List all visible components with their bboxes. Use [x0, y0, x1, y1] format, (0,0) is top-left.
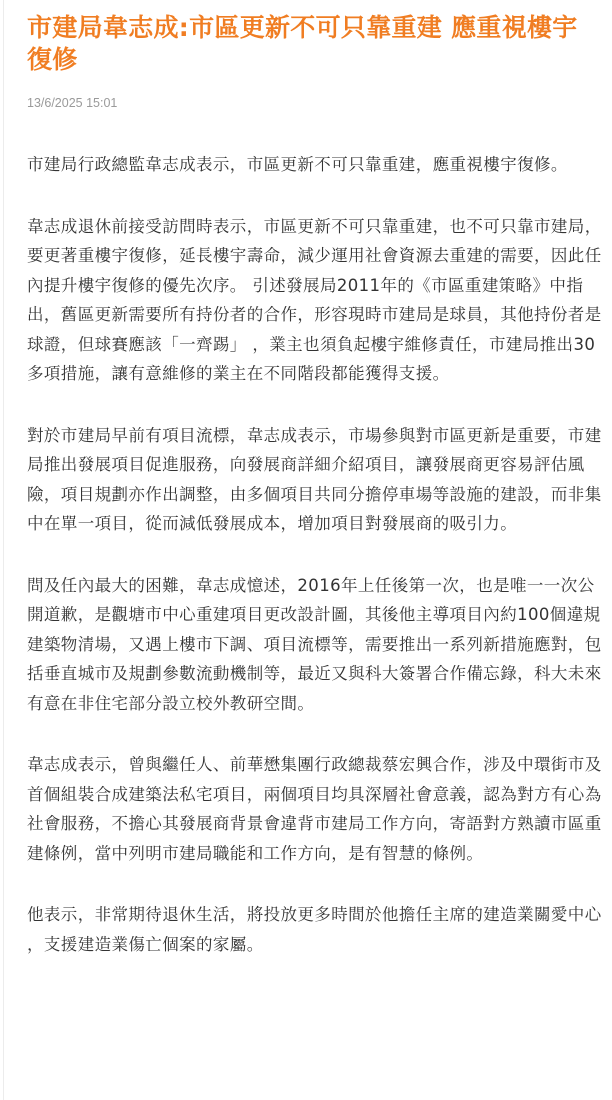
- left-divider: [3, 0, 4, 1100]
- article-headline: 市建局韋志成:市區更新不可只靠重建 應重視樓宇復修: [27, 13, 578, 74]
- paragraph: 韋志成表示，曾與繼任人、前華懋集團行政總裁蔡宏興合作，涉及中環街市及首個組裝合成建築法私宅項目，兩個項目均具深層社會意義，認為對方有心為社會服務，不擔心其發展商背景會違背市建局工作方向，寄語對方熟讀市區重建條例，當中列明市建局職能和工作方向，是有智慧的條例。: [27, 755, 602, 863]
- paragraph: 韋志成退休前接受訪問時表示，市區更新不可只靠重建，也不可只靠市建局，要更著重樓宇復修，延長樓宇壽命，減少運用社會資源去重建的需要，因此任內提升樓宇復修的優先次序。 引述發展局2011年的《市區重建策略》中指出，舊區更新需要所有持份者的合作，形容現時市建局是球員，其他持份者是球證，但球賽應該「一齊踢」 ，業主也須負起樓宇維修責任，市建局推出30多項措施，讓有意維修的業主在不同階段都能獲得支援。: [27, 216, 602, 383]
- paragraph: 問及任內最大的困難，韋志成憶述，2016年上任後第一次，也是唯一一次公開道歉，是觀塘市中心重建項目更改設計圖，其後他主導項目內約100個違規建築物清場，又遇上樓市下調、項目流標等，需要推出一系列新措施應對，包括垂直城市及規劃參數流動機制等，最近又與科大簽署合作備忘錄，科大未來有意在非住宅部分設立校外教研空間。: [27, 575, 602, 713]
- paragraph: 他表示，非常期待退休生活，將投放更多時間於他擔任主席的建造業關愛中心 ，支援建造業傷亡個案的家屬。: [27, 905, 602, 954]
- article-body: [27, 150, 602, 991]
- paragraph: 對於市建局早前有項目流標，韋志成表示，市場參與對市區更新是重要，市建局推出發展項目促進服務，向發展商詳細介紹項目，讓發展商更容易評估風險，項目規劃亦作出調整，由多個項目共同分擔停車場等設施的建設，而非集中在單一項目，從而減低發展成本，增加項目對發展商的吸引力。: [27, 425, 602, 533]
- publish-timestamp: 13/6/2025 15:01: [27, 96, 118, 110]
- paragraph: 市建局行政總監韋志成表示，市區更新不可只靠重建，應重視樓宇復修。: [27, 155, 568, 174]
